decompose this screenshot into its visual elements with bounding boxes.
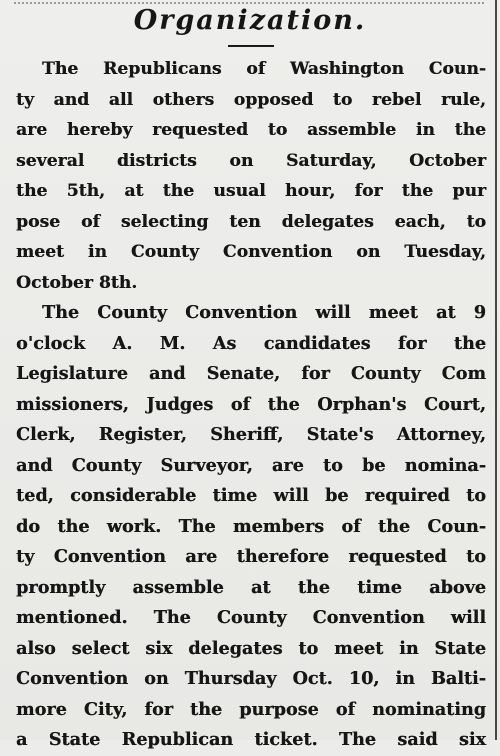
text-line: more City, for the purpose of nominating	[16, 698, 486, 720]
text-line: promptly assemble at the time above	[16, 576, 486, 598]
article-headline: Organization.	[133, 5, 367, 36]
headline-divider	[228, 45, 274, 47]
text-line: The Republicans of Washington Coun-	[42, 59, 486, 79]
text-line: are hereby requested to assemble in the	[16, 120, 486, 140]
text-line: ty and all others opposed to rebel rule,	[16, 89, 486, 110]
paragraph-1	[16, 54, 486, 298]
text-line: o'clock A. M. As candidates for the	[16, 332, 486, 354]
text-line: ted, considerable time will be required to	[16, 485, 486, 506]
text-line: several districts on Saturday, October	[16, 150, 486, 171]
text-line: Convention on Thursday Oct. 10, in Balti-	[16, 668, 486, 689]
text-line: Legislature and Senate, for County Com	[16, 363, 486, 384]
text-line: mentioned. The County Convention will	[16, 607, 486, 628]
article-body	[16, 54, 486, 756]
text-line: October 8th.	[16, 272, 138, 293]
text-line: ty Convention are therefore requested to	[16, 546, 486, 567]
paragraph-2	[16, 298, 486, 756]
text-line: a State Republican ticket. The said six	[16, 729, 486, 750]
column-border-rule	[495, 0, 497, 740]
text-line: Clerk, Register, Sheriff, State's Attorney,	[16, 424, 486, 445]
text-line: do the work. The members of the Coun-	[16, 515, 486, 537]
text-line: the 5th, at the usual hour, for the pur	[16, 181, 486, 201]
text-line: meet in County Convention on Tuesday,	[16, 242, 486, 262]
text-line: also select six delegates to meet in State	[16, 637, 486, 659]
text-line: and County Surveyor, are to be nomina-	[16, 454, 486, 476]
text-line: missioners, Judges of the Orphan's Court,	[16, 393, 486, 415]
text-line: pose of selecting ten delegates each, to	[16, 211, 486, 232]
text-line: The County Convention will meet at 9	[42, 302, 486, 323]
